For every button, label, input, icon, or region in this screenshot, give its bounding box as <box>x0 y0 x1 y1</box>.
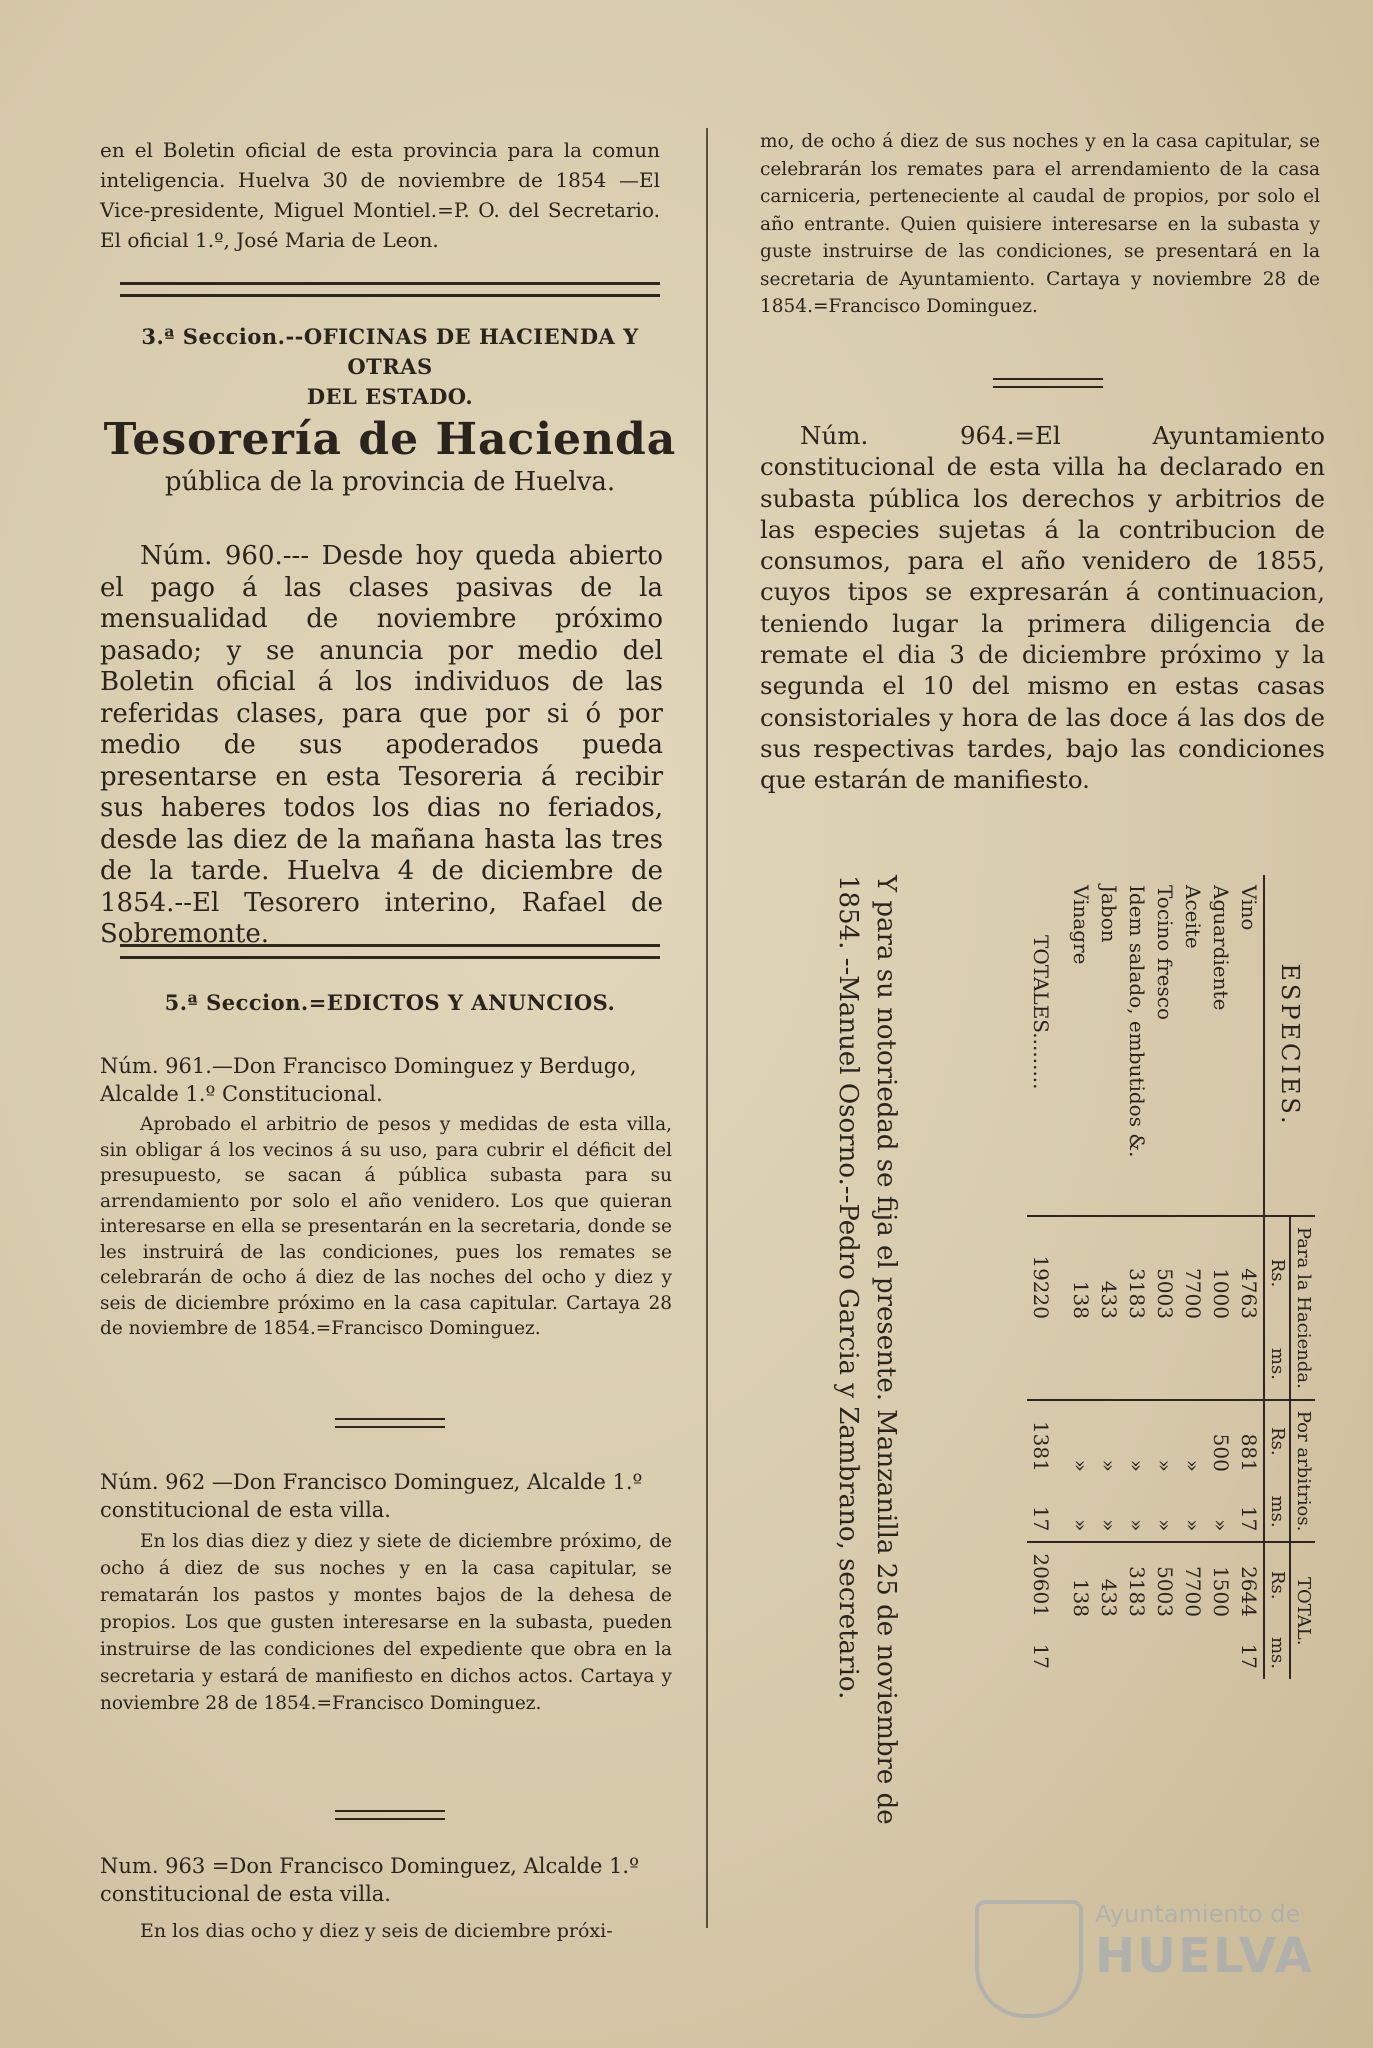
cell-a-rs: » <box>1095 1400 1123 1482</box>
notice-963-continued: mo, de ocho á diez de sus noches y en la casa capitular, se celebrarán los remates para el arrendamiento de la casa carniceria, perteneciente al caudal de propios, por solo el año entrante. Quien quisiere interesarse en la subasta y guste instruirse de las condiciones, se presentará en la secretaria de Ayuntamiento. Cartaya y noviembre 28 de 1854.=Francisco Dominguez. <box>760 131 1320 317</box>
unit-rs: Rs. <box>1264 1542 1290 1627</box>
shield-icon <box>975 1900 1083 2018</box>
office-title: Tesorería de Hacienda <box>103 414 677 465</box>
unit-ms: ms. <box>1264 1329 1290 1400</box>
table-row <box>1235 875 1264 1679</box>
totals-row <box>1027 875 1067 1679</box>
header-hacienda: Para la Hacienda. <box>1290 1216 1315 1400</box>
notice-divider <box>335 1810 445 1820</box>
cell-a-ms: » <box>1125 1519 1149 1532</box>
cell-a-ms: » <box>1069 1519 1093 1532</box>
section-divider <box>120 944 660 959</box>
cell-a-rs: 500 <box>1207 1400 1235 1482</box>
table-row <box>1207 875 1235 1679</box>
cell-a-rs: » <box>1179 1400 1207 1482</box>
header-arbitrios: Por arbitrios. <box>1290 1400 1315 1543</box>
cell-t-ms <box>1151 1627 1179 1679</box>
cell-a-ms: » <box>1209 1519 1233 1532</box>
cell-h-ms <box>1095 1329 1123 1400</box>
species-name: Aceite <box>1181 885 1205 949</box>
header-total: TOTAL. <box>1290 1542 1315 1679</box>
species-name: Idem salado, embutidos &. <box>1125 885 1149 1158</box>
cell-h-ms <box>1207 1329 1235 1400</box>
cell-t-rs: 5003 <box>1151 1542 1179 1627</box>
cell-a-rs: » <box>1067 1400 1095 1482</box>
notice-962-heading-cont: constitucional de esta villa. <box>100 1498 391 1522</box>
section-3-heading-cont: DEL ESTADO. <box>306 384 474 409</box>
table-row <box>1179 875 1207 1679</box>
column-divider <box>706 128 708 1928</box>
notice-961-body: Aprobado el arbitrio de pesos y medidas de esta villa, sin obligar á los vecinos á su uso, para cubrir el déficit del presupuesto, se sacan á pública subasta para su arrendamiento por solo el año venidero. Los que quieran interesarse en ella se presentarán en la secretaria, donde se les instruirá de las condiciones, pues los remates se celebrarán de ocho á diez de las noches del ocho y diez y seis de diciembre próximo en la casa capitular. Cartaya 28 de noviembre de 1854.=Francisco Dominguez. <box>100 1114 672 1339</box>
cell-t-rs: 1500 <box>1207 1542 1235 1627</box>
unit-ms: ms. <box>1264 1482 1290 1543</box>
notice-964: Núm. 964.=El Ayuntamiento constitucional de esta villa ha declarado en subasta pública los derechos y arbitrios de las especies sujetas á la contribucion de consumos, para el año venidero de 1855, cuyos tipos se expresarán á continuacion, teniendo lugar la primera diligencia de remate el dia 3 de diciembre próximo y la segunda el 10 del mismo en estas casas consistoriales y hora de las doce á las dos de sus respectivas tardes, bajo las condiciones que estarán de manifiesto. <box>760 421 1325 795</box>
cell-t-rs: 138 <box>1067 1542 1095 1627</box>
total-a-rs: 1381 <box>1027 1400 1067 1482</box>
species-name: Aguardiente <box>1209 885 1233 1011</box>
table-row <box>1151 875 1179 1679</box>
cell-h-ms <box>1123 1329 1151 1400</box>
cell-h-rs: 433 <box>1095 1216 1123 1329</box>
unit-rs: Rs. <box>1264 1216 1290 1329</box>
notice-961-heading: Núm. 961.—Don Francisco Dominguez y Berdugo, <box>100 1054 637 1078</box>
cell-t-rs: 3183 <box>1123 1542 1151 1627</box>
cell-h-ms <box>1235 1329 1264 1400</box>
notice-962-heading: Núm. 962 —Don Francisco Dominguez, Alcalde 1.º <box>100 1470 643 1494</box>
section-5-heading: 5.ª Seccion.=EDICTOS Y ANUNCIOS. <box>164 990 616 1015</box>
cell-a-ms: » <box>1153 1519 1177 1532</box>
cell-h-ms <box>1067 1329 1095 1400</box>
cell-t-ms <box>1123 1627 1151 1679</box>
cell-t-ms <box>1067 1627 1095 1679</box>
watermark-main: HUELVA <box>1095 1928 1314 1984</box>
archive-watermark <box>965 1900 1325 2020</box>
section-divider <box>120 282 660 297</box>
notice-963-body: En los dias ocho y diez y seis de diciembre próxi- <box>140 1920 613 1942</box>
cell-h-rs: 7700 <box>1179 1216 1207 1329</box>
species-name: Vino <box>1237 885 1261 931</box>
cell-h-rs: 138 <box>1067 1216 1095 1329</box>
total-a-ms: 17 <box>1029 1505 1053 1532</box>
cell-h-ms <box>1151 1329 1179 1400</box>
office-subtitle: pública de la provincia de Huelva. <box>164 467 616 497</box>
species-name: Vinagre <box>1069 885 1093 965</box>
table-row <box>1067 875 1095 1679</box>
notice-divider <box>335 1418 445 1428</box>
cell-h-rs: 4763 <box>1235 1216 1264 1329</box>
unit-ms: ms. <box>1264 1627 1290 1679</box>
cell-h-ms <box>1179 1329 1207 1400</box>
tax-table-area <box>760 845 1335 1865</box>
cell-t-rs: 2644 <box>1235 1542 1264 1627</box>
species-name: Jabon <box>1097 885 1121 943</box>
cell-t-rs: 7700 <box>1179 1542 1207 1627</box>
notice-divider <box>993 378 1103 388</box>
cell-a-rs: » <box>1123 1400 1151 1482</box>
watermark-top: Ayuntamiento de <box>1095 1900 1301 1928</box>
cell-t-ms <box>1179 1627 1207 1679</box>
intro-paragraph: en el Boletin oficial de esta provincia para la comun inteligencia. Huelva 30 de noviembre de 1854 —El Vice-presidente, Miguel Montiel.=P. O. del Secretario. El oficial 1.º, José Maria de Leon. <box>100 138 660 252</box>
total-t-ms: 17 <box>1029 1643 1053 1670</box>
section-3-heading: 3.ª Seccion.--OFICINAS DE HACIENDA Y OTRAS <box>141 324 639 379</box>
totals-label: TOTALES......... <box>1029 935 1053 1090</box>
total-t-rs: 20601 <box>1027 1542 1067 1627</box>
cell-t-rs: 433 <box>1095 1542 1123 1627</box>
cell-t-ms: 17 <box>1237 1643 1261 1670</box>
table-row <box>1095 875 1123 1679</box>
consumption-tax-table <box>1027 875 1315 1679</box>
cell-h-rs: 3183 <box>1123 1216 1151 1329</box>
total-h-rs: 19220 <box>1027 1216 1067 1329</box>
header-especies: ESPECIES. <box>1264 875 1315 1216</box>
notice-963-heading: Num. 963 =Don Francisco Dominguez, Alcalde 1.º <box>100 1854 639 1878</box>
cell-t-ms <box>1207 1627 1235 1679</box>
species-name: Tocino fresco <box>1153 885 1177 1021</box>
cell-h-rs: 5003 <box>1151 1216 1179 1329</box>
unit-rs: Rs. <box>1264 1400 1290 1482</box>
cell-h-rs: 1000 <box>1207 1216 1235 1329</box>
cell-a-rs: 881 <box>1235 1400 1264 1482</box>
notice-963-heading-cont: constitucional de esta villa. <box>100 1882 391 1906</box>
cell-a-ms: 17 <box>1237 1505 1261 1532</box>
notice-961-heading-cont: Alcalde 1.º Constitucional. <box>100 1082 383 1106</box>
table-footer-signature: Y para su notoriedad se fija el presente. Manzanilla 25 de noviembre de 1854. --Manuel Osorno.--Pedro Garcia y Zambrano, secretario. <box>833 875 901 1825</box>
cell-a-ms: » <box>1097 1519 1121 1532</box>
notice-962-body: En los dias diez y diez y siete de diciembre próximo, de ocho á diez de sus noches y en la casa capitular, se rematarán los pastos y montes bajos de la dehesa de propios. Los que gusten interesarse en la subasta, pueden instruirse de las condiciones del expediente que obra en la secretaria y estará de manifiesto en dichos actos. Cartaya y noviembre 28 de 1854.=Francisco Dominguez. <box>100 1531 672 1714</box>
cell-a-rs: » <box>1151 1400 1179 1482</box>
cell-t-ms <box>1095 1627 1123 1679</box>
cell-a-ms: » <box>1181 1519 1205 1532</box>
table-row <box>1123 875 1151 1679</box>
total-h-ms <box>1027 1329 1067 1400</box>
notice-960: Núm. 960.--- Desde hoy queda abierto el pago á las clases pasivas de la mensualidad de noviembre próximo pasado; y se anuncia por medio del Boletin oficial á los individuos de las referidas clases, para que por si ó por medio de sus apoderados pueda presentarse en esta Tesoreria á recibir sus haberes todos los dias no feriados, desde las diez de la mañana hasta las tres de la tarde. Huelva 4 de diciembre de 1854.--El Tesorero interino, Rafael de Sobremonte. <box>100 541 663 949</box>
